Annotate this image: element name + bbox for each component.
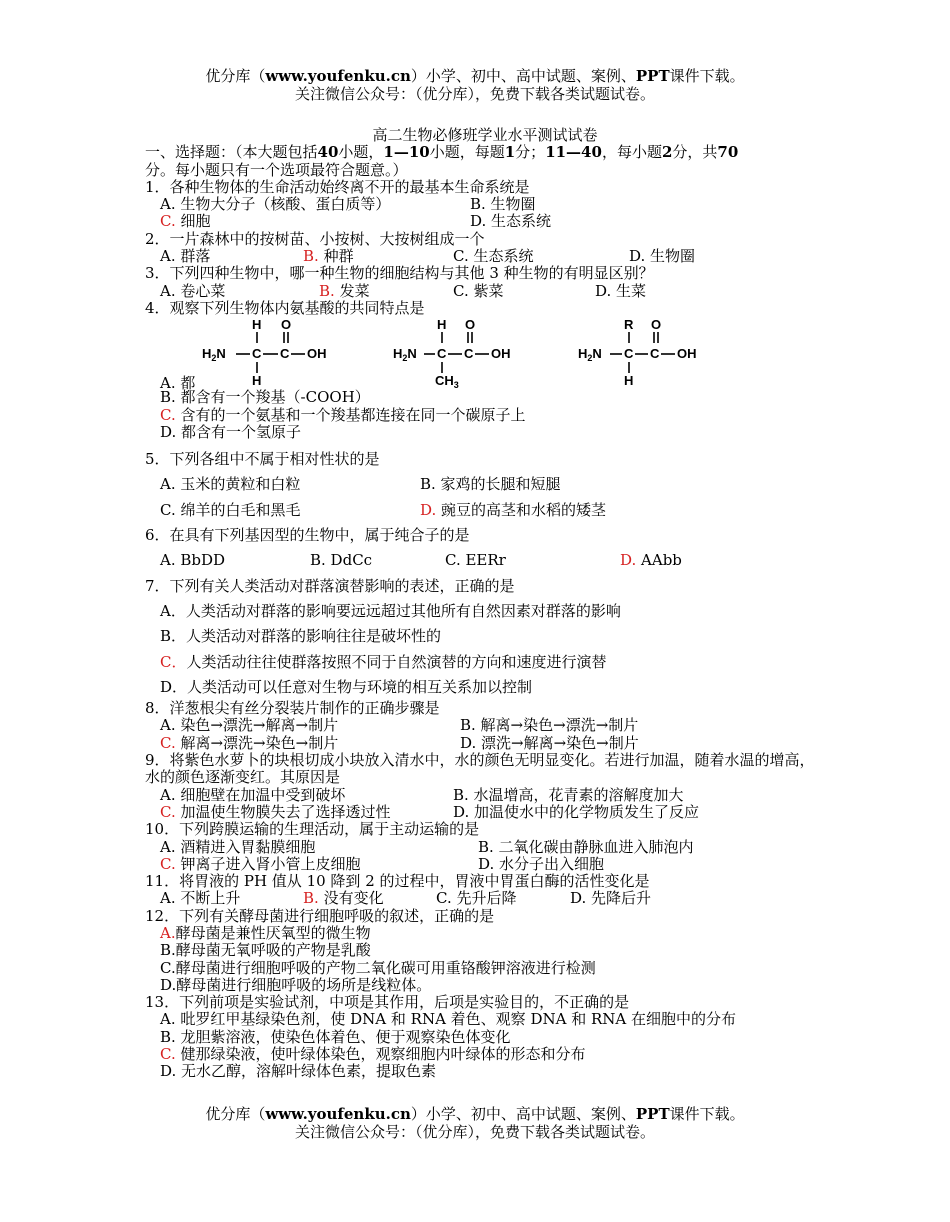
svg-text:C: C (280, 346, 290, 362)
option-b: B. 都含有一个羧基（-COOH） (160, 388, 370, 407)
option-d: D. 生态系统 (470, 212, 552, 231)
svg-text:OH: OH (677, 346, 697, 362)
option-b: B. 二氧化碳由静脉血进入肺泡内 (478, 837, 694, 856)
option-c: C. 健那绿染液，使叶绿体染色，观察细胞内叶绿体的形态和分布 (160, 1045, 586, 1064)
option-b: B.酵母菌无氧呼吸的产物是乳酸 (160, 941, 371, 960)
section-instructions: 一、选择题：（本大题包括40小题，1—10小题，每题1分；11—40，每小题2分，共70 (145, 143, 739, 162)
page-footer (0, 1105, 950, 1141)
option-d: D. 都含有一个氢原子 (160, 422, 302, 441)
option-a: A. 不断上升 (160, 889, 241, 908)
question-11-options (145, 890, 825, 907)
question-1-options-ab (145, 196, 825, 213)
question-8-options-cd (145, 735, 825, 752)
question-9-stem: 9．将紫色水萝卜的块根切成小块放入清水中，水的颜色无明显变化。若进行加温，随着水温的增高，水的颜色逐渐变红。其原因是 (145, 751, 815, 787)
option-c: C. 细胞 (160, 212, 211, 231)
option-c: C.酵母菌进行细胞呼吸的产物二氧化碳可用重铬酸钾溶液进行检测 (160, 958, 596, 977)
exam-body (145, 127, 825, 1081)
svg-text:C: C (464, 346, 474, 362)
option-c: C. 解离→漂洗→染色→制片 (160, 733, 339, 752)
option-d: D. 生物圈 (629, 247, 696, 266)
option-b: B．人类活动对群落的影响往往是破坏性的 (160, 627, 442, 646)
option-d: D. 豌豆的高茎和水稻的矮茎 (420, 500, 607, 519)
question-13-stem: 13．下列前项是实验试剂，中项是其作用，后项是实验目的，不正确的是 (145, 993, 630, 1012)
question-11-stem: 11．将胃液的 PH 值从 10 降到 2 的过程中，胃液中胃蛋白酶的活性变化是 (145, 872, 650, 891)
question-6-options (145, 548, 825, 573)
generic-amino-acid-structure (578, 317, 718, 389)
svg-text:H: H (437, 317, 447, 333)
footer-line-1: 优分库（www.youfenku.cn）小学、初中、高中试题、案例、PPT课件下载。 (205, 1105, 745, 1123)
svg-text:C: C (252, 346, 262, 362)
option-a: A. BbDD (160, 551, 226, 570)
option-d: D. 漂洗→解离→染色→制片 (460, 733, 639, 752)
option-b: B. 生物圈 (470, 195, 536, 214)
option-d: D. AAbb (620, 551, 682, 570)
option-a: A. 卷心菜 (160, 281, 226, 300)
option-a: A. 生物大分子（核酸、蛋白质等） (160, 195, 391, 214)
option-d: D. 先降后升 (570, 889, 652, 908)
exam-title: 高二生物必修班学业水平测试试卷 (372, 126, 598, 144)
question-6-stem: 6．在具有下列基因型的生物中，属于纯合子的是 (145, 526, 470, 545)
option-d: D.酵母菌进行细胞呼吸的场所是线粒体。 (160, 975, 432, 994)
option-a: A.酵母菌是兼性厌氧型的微生物 (160, 923, 371, 942)
option-c: C. 含有的一个氨基和一个羧基都连接在同一个碳原子上 (160, 405, 526, 424)
option-c: C. 先升后降 (436, 889, 517, 908)
option-c: C. 生态系统 (453, 247, 534, 266)
option-b: B. 没有变化 (303, 889, 384, 908)
option-a: A. 酒精进入胃黏膜细胞 (160, 837, 316, 856)
option-a: A. 染色→漂洗→解离→制片 (160, 716, 339, 735)
header-line-1: 优分库（www.youfenku.cn）小学、初中、高中试题、案例、PPT课件下载。 (205, 67, 745, 85)
question-9-options-cd (145, 804, 825, 821)
amino-acid-structures (145, 317, 825, 393)
option-d: D. 水分子出入细胞 (478, 854, 605, 873)
option-a: A. 吡罗红甲基绿染色剂，使 DNA 和 RNA 着色、观察 DNA 和 RNA 在细胞中的分布 (160, 1010, 736, 1029)
option-b: B. 家鸡的长腿和短腿 (420, 475, 561, 494)
option-c: C. 钾离子进入肾小管上皮细胞 (160, 854, 361, 873)
svg-text:OH: OH (491, 346, 511, 362)
svg-text:R: R (624, 317, 634, 333)
option-b: B. 水温增高，花青素的溶解度加大 (453, 785, 684, 804)
section-instructions-line-2: 分。每小题只有一个选项最符合题意。） (145, 160, 408, 179)
option-c: C. 加温使生物膜失去了选择透过性 (160, 802, 391, 821)
svg-text:H: H (252, 373, 262, 389)
question-2-stem: 2．一片森林中的按树苗、小按树、大按树组成一个 (145, 229, 485, 248)
svg-text:H: H (624, 373, 634, 389)
option-a: A．人类活动对群落的影响要远远超过其他所有自然因素对群落的影响 (160, 601, 621, 620)
svg-text:H: H (252, 317, 262, 333)
svg-text:H2N: $H_2N$ (578, 346, 602, 364)
svg-text:O: O (281, 317, 292, 333)
svg-text:H2N: $H_2N$ (202, 346, 226, 364)
page-header (0, 67, 950, 103)
option-c: C. EERr (445, 551, 506, 570)
option-b: B. 发菜 (319, 281, 370, 300)
question-8-stem: 8．洋葱根尖有丝分裂装片制作的正确步骤是 (145, 699, 440, 718)
option-c: C. 绵羊的白毛和黑毛 (160, 500, 301, 519)
question-1-stem: 1．各种生物体的生命活动始终离不开的最基本生命系统是 (145, 177, 530, 196)
question-3-options (145, 283, 825, 300)
question-12-stem: 12．下列有关酵母菌进行细胞呼吸的叙述，正确的是 (145, 906, 495, 925)
option-d: D. 加温使水中的化学物质发生了反应 (453, 802, 700, 821)
question-8-options-ab (145, 717, 825, 734)
svg-text:C: C (624, 346, 634, 362)
option-d: D. 生菜 (595, 281, 647, 300)
question-1-options-cd (145, 213, 825, 230)
option-a: A. 玉米的黄粒和白粒 (160, 475, 301, 494)
alanine-structure (393, 317, 533, 389)
option-a: A. 都 (160, 374, 196, 393)
svg-text:OH: OH (307, 346, 327, 362)
svg-text:C: C (437, 346, 447, 362)
svg-text:C: C (650, 346, 660, 362)
svg-text:O: O (465, 317, 476, 333)
svg-text:CH3: $CH_3$ (435, 373, 459, 390)
footer-line-2: 关注微信公众号：（优分库），免费下载各类试题试卷。 (294, 1123, 655, 1141)
option-b: B. 解离→染色→漂洗→制片 (460, 716, 639, 735)
question-3-stem: 3．下列四种生物中，哪一种生物的细胞结构与其他 3 种生物的有明显区别？ (145, 264, 654, 283)
option-d: D. 无水乙醇，溶解叶绿体色素，提取色素 (160, 1062, 437, 1081)
question-5-stem: 5．下列各组中不属于相对性状的是 (145, 450, 380, 469)
svg-text:O: O (651, 317, 662, 333)
option-c: C. 紫菜 (453, 281, 504, 300)
option-a: A. 群落 (160, 247, 211, 266)
option-d: D．人类活动可以任意对生物与环境的相互关系加以控制 (160, 677, 533, 696)
question-5-options-ab (145, 472, 825, 497)
question-4-stem: 4．观察下列生物体内氨基酸的共同特点是 (145, 298, 425, 317)
question-10-options-cd (145, 856, 825, 873)
header-line-2: 关注微信公众号：（优分库），免费下载各类试题试卷。 (294, 85, 655, 103)
svg-text:H2N: $H_2N$ (393, 346, 417, 364)
question-10-options-ab (145, 839, 825, 856)
question-9-options-ab (145, 787, 825, 804)
glycine-structure (200, 317, 340, 389)
option-b: B. 龙胆紫溶液，使染色体着色、便于观察染色体变化 (160, 1027, 511, 1046)
option-c: C．人类活动往往使群落按照不同于自然演替的方向和速度进行演替 (160, 652, 607, 671)
question-2-options (145, 248, 825, 265)
option-b: B. 种群 (303, 247, 354, 266)
option-b: B. DdCc (310, 551, 373, 570)
question-10-stem: 10．下列跨膜运输的生理活动，属于主动运输的是 (145, 820, 480, 839)
question-5-options-cd (145, 498, 825, 523)
option-a: A. 细胞壁在加温中受到破坏 (160, 785, 346, 804)
question-7-stem: 7．下列有关人类活动对群落演替影响的表述，正确的是 (145, 576, 515, 595)
